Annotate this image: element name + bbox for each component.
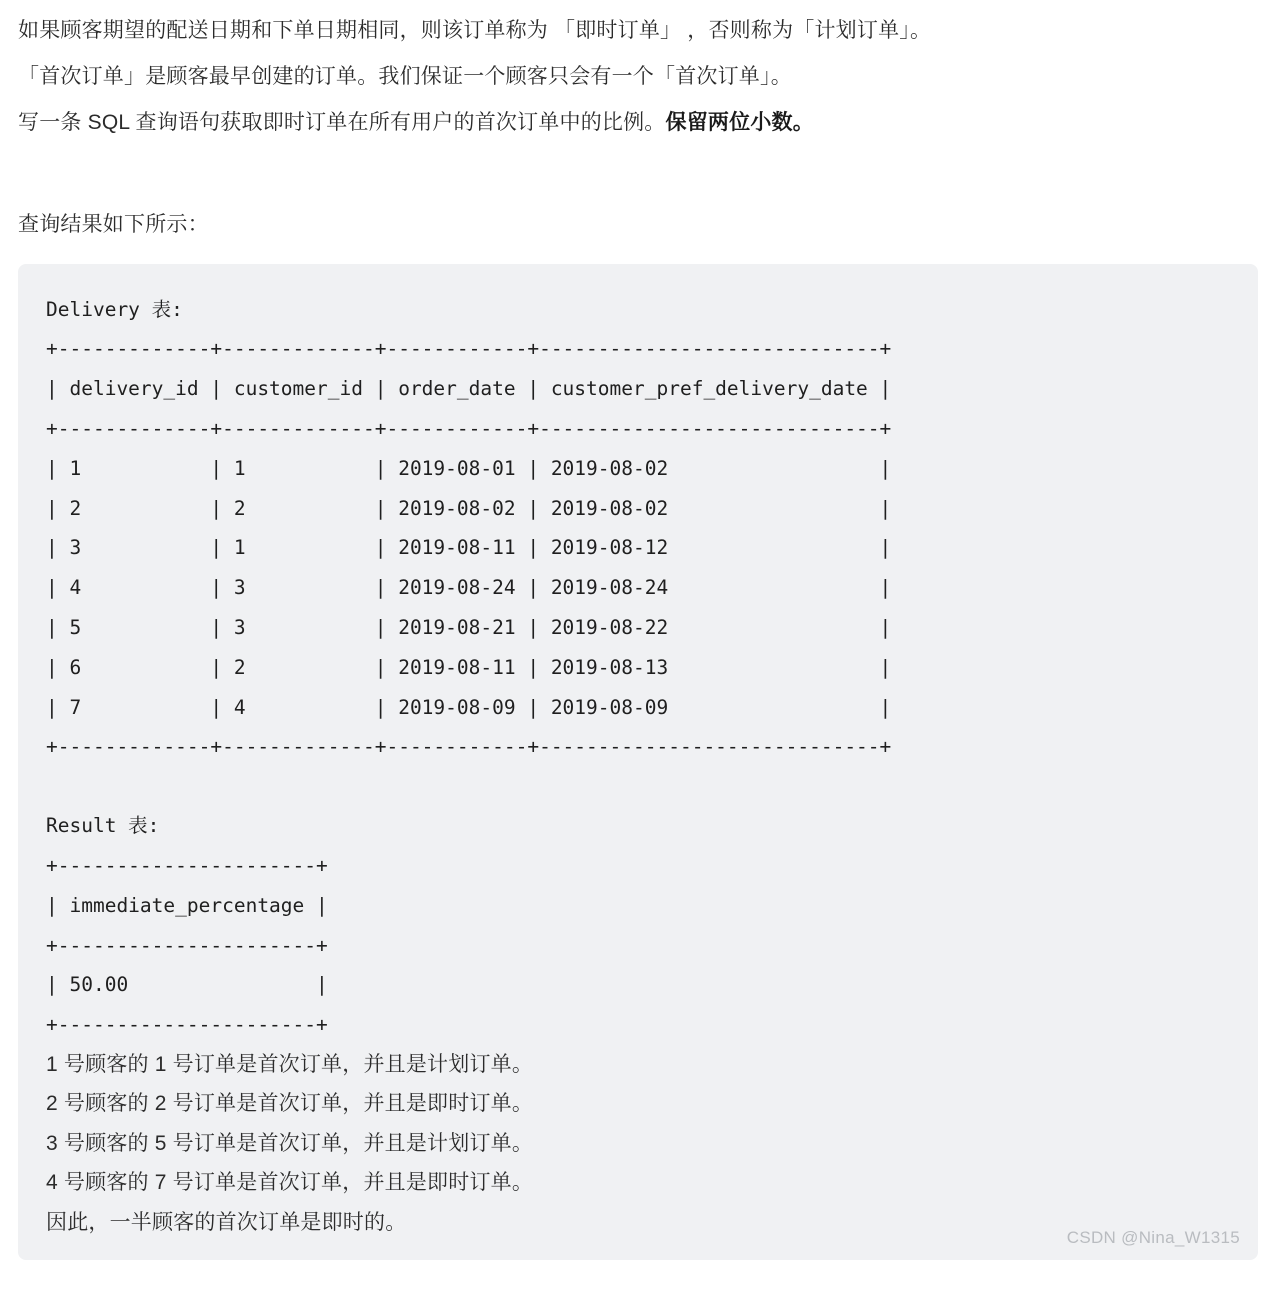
code-block-spacer xyxy=(46,767,1230,806)
task-statement-normal-text: 写一条 SQL 查询语句获取即时订单在所有用户的首次订单中的比例。 xyxy=(18,111,666,135)
delivery-table-title: Delivery 表: xyxy=(46,297,183,321)
paragraph-task-statement xyxy=(18,100,1258,146)
result-table-header-row: | immediate_percentage | xyxy=(46,893,328,917)
explanation-line: 2 号顾客的 2 号订单是首次订单，并且是即时订单。 xyxy=(46,1092,534,1116)
paragraph-first-order-definition: 「首次订单」是顾客最早创建的订单。我们保证一个顾客只会有一个「首次订单」。 xyxy=(18,65,792,89)
result-table-top-border: +----------------------+ xyxy=(46,854,328,877)
delivery-table-bottom-border: +-------------+-------------+------------+-----------------------------+ xyxy=(46,735,892,759)
result-table-bottom-border: +----------------------+ xyxy=(46,1013,328,1037)
delivery-table-row: | 4 | 3 | 2019-08-24 | 2019-08-24 | xyxy=(46,576,892,600)
delivery-table-top-border: +-------------+-------------+------------+-----------------------------+ xyxy=(46,337,892,361)
delivery-table-row: | 6 | 2 | 2019-08-11 | 2019-08-13 | xyxy=(46,655,892,679)
csdn-watermark: CSDN @Nina_W1315 xyxy=(1066,1228,1240,1248)
intro-prose xyxy=(0,0,1276,146)
explanation-line: 1 号顾客的 1 号订单是首次订单，并且是计划订单。 xyxy=(46,1052,534,1076)
task-statement-bold-text: 保留两位小数。 xyxy=(665,111,814,135)
delivery-table-row: | 1 | 1 | 2019-08-01 | 2019-08-02 | xyxy=(46,456,892,480)
explanation-line: 4 号顾客的 7 号订单是首次订单，并且是即时订单。 xyxy=(46,1171,534,1195)
result-table-header-border: +----------------------+ xyxy=(46,933,328,957)
delivery-table-row: | 2 | 2 | 2019-08-02 | 2019-08-02 | xyxy=(46,496,892,520)
delivery-table-row: | 5 | 3 | 2019-08-21 | 2019-08-22 | xyxy=(46,616,892,640)
explanation-line-conclusion: 因此，一半顾客的首次订单是即时的。 xyxy=(46,1210,407,1234)
result-table-title: Result 表: xyxy=(46,814,160,838)
explanation-line: 3 号顾客的 5 号订单是首次订单，并且是计划订单。 xyxy=(46,1131,534,1155)
delivery-table-row: | 3 | 1 | 2019-08-11 | 2019-08-12 | xyxy=(46,536,892,560)
delivery-table-header-border: +-------------+-------------+------------+-----------------------------+ xyxy=(46,417,892,441)
lead-in-text: 查询结果如下所示： xyxy=(18,213,209,237)
code-block xyxy=(18,264,1258,1261)
result-table-row: | 50.00 | xyxy=(46,973,328,997)
delivery-table-header-row: | delivery_id | customer_id | order_date | customer_pref_delivery_date | xyxy=(46,377,892,401)
paragraph-immediate-vs-scheduled: 如果顾客期望的配送日期和下单日期相同，则该订单称为 「即时订单」 ，否则称为「计划订单」。 xyxy=(18,19,932,42)
delivery-table-row: | 7 | 4 | 2019-08-09 | 2019-08-09 | xyxy=(46,695,892,719)
